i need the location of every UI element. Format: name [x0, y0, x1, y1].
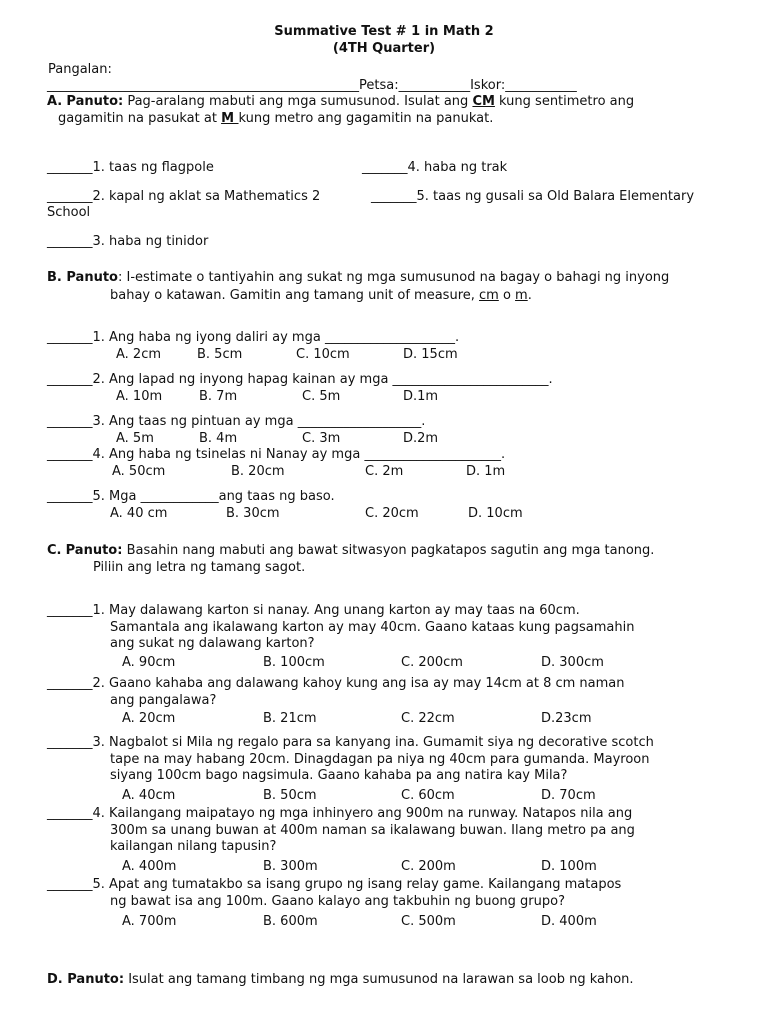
name-blank[interactable]: ________________________________________________ — [47, 78, 359, 93]
section-a-text-3: gagamitin na pasukat at — [58, 111, 222, 126]
choice-d: D. 10cm — [468, 506, 523, 521]
choice-b: B. 100cm — [263, 655, 325, 670]
section-c-instructions — [47, 543, 654, 558]
choice-d: D. 15cm — [403, 347, 458, 362]
question-text: 1. May dalawang karton si nanay. Ang unang karton ay may taas na 60cm. — [92, 603, 580, 618]
question-text: 2. Gaano kahaba ang dalawang kahoy kung ang isa ay may 14cm at 8 cm naman — [92, 676, 625, 691]
choice-c: C. 2m — [365, 464, 404, 479]
section-a-letter: A. — [47, 94, 63, 109]
section-b-instructions-line2 — [110, 288, 532, 303]
choice-a: A. 10m — [116, 389, 163, 404]
choice-b: B. 7m — [199, 389, 238, 404]
name-label: Pangalan: — [48, 62, 112, 77]
section-c-question-1 — [47, 603, 580, 618]
choice-c: C. 3m — [302, 431, 341, 446]
answer-blank[interactable]: _______ — [47, 189, 93, 204]
choice-a: A. 5m — [116, 431, 154, 446]
choice-d: D. 300cm — [541, 655, 604, 670]
section-c-question-2 — [47, 676, 625, 691]
choice-d: D.23cm — [541, 711, 592, 726]
choice-b: B. 20cm — [231, 464, 285, 479]
score-blank[interactable]: ___________ — [505, 78, 577, 93]
choice-c: C. 10cm — [296, 347, 350, 362]
answer-blank[interactable]: _______ — [47, 603, 93, 618]
cm-keyword: CM — [472, 94, 495, 109]
choice-b: B. 600m — [263, 914, 318, 929]
question-text: 5. Mga ____________ang taas ng baso. — [92, 489, 335, 504]
item-text: 2. kapal ng aklat sa Mathematics 2 — [92, 189, 321, 204]
question-text-continued: Samantala ang ikalawang karton ay may 40cm. Gaano kataas kung pagsamahin — [110, 619, 635, 635]
cm-unit: cm — [479, 288, 499, 303]
choice-d: D. 70cm — [541, 788, 596, 803]
answer-blank[interactable]: _______ — [47, 160, 93, 175]
section-b-question-5 — [47, 489, 335, 504]
section-d-label: D. Panuto: — [47, 972, 125, 987]
question-text: 3. Ang taas ng pintuan ay mga ___________________. — [92, 414, 426, 429]
answer-blank[interactable]: _______ — [47, 735, 93, 750]
section-a-item-5 — [371, 189, 694, 204]
choice-b: B. 30cm — [226, 506, 280, 521]
section-a-item-5-cont: School — [47, 205, 91, 220]
item-text: 1. taas ng flagpole — [92, 160, 214, 175]
item-text: 4. haba ng trak — [407, 160, 508, 175]
date-blank[interactable]: ___________ — [398, 78, 471, 93]
answer-blank[interactable]: _______ — [47, 330, 93, 345]
question-text: 4. Kailangang maipatayo ng mga inhinyero ang 900m na runway. Natapos nila ang — [92, 806, 633, 821]
section-c-instructions-line2: Piliin ang letra ng tamang sagot. — [93, 560, 306, 575]
choice-c: C. 200cm — [401, 655, 463, 670]
question-text: 4. Ang haba ng tsinelas ni Nanay ay mga _____________________. — [92, 447, 506, 462]
choice-b: B. 21cm — [263, 711, 317, 726]
choice-d: D.1m — [403, 389, 439, 404]
section-c-panuto: Panuto: — [65, 543, 123, 558]
choice-b: B. 4m — [199, 431, 238, 446]
item-text: 3. haba ng tinidor — [92, 234, 209, 249]
question-text: 3. Nagbalot si Mila ng regalo para sa kanyang ina. Gumamit siya ng decorative scotch — [92, 735, 654, 750]
choice-d: D. 100m — [541, 859, 597, 874]
question-text-continued: kailangan nilang tapusin? — [110, 839, 277, 854]
choice-d: D. 1m — [466, 464, 506, 479]
choice-b: B. 300m — [263, 859, 318, 874]
section-a-instructions-line2 — [58, 111, 493, 126]
or-word: o — [498, 288, 516, 303]
section-a-item-4 — [362, 160, 507, 175]
section-a-instructions — [47, 94, 634, 109]
answer-blank[interactable]: _______ — [47, 489, 93, 504]
answer-blank[interactable]: _______ — [371, 189, 417, 204]
date-label: Petsa: — [359, 78, 399, 93]
question-text-continued: tape na may habang 20cm. Dinagdagan pa niya ng 40cm para gumanda. Mayroon — [110, 751, 650, 767]
choice-b: B. 50cm — [263, 788, 317, 803]
question-text-continued: ang sukat ng dalawang karton? — [110, 636, 315, 651]
m-unit: m — [515, 288, 528, 303]
choice-d: D.2m — [403, 431, 439, 446]
choice-a: A. 40 cm — [110, 506, 168, 521]
question-text-continued: ng bawat isa ang 100m. Gaano kalayo ang takbuhin ng buong grupo? — [110, 893, 565, 909]
section-d-text: Isulat ang tamang timbang ng mga sumusunod na larawan sa loob ng kahon. — [124, 972, 634, 987]
section-a-panuto: Panuto: — [66, 94, 124, 109]
choice-a: A. 2cm — [116, 347, 162, 362]
quarter-subtitle: (4TH Quarter) — [332, 41, 436, 56]
answer-blank[interactable]: _______ — [47, 447, 93, 462]
question-text-continued: 300m sa unang buwan at 400m naman sa ikalawang buwan. Ilang metro pa ang — [110, 822, 635, 838]
section-a-text-4: kung metro ang gagamitin na panukat. — [238, 111, 494, 126]
answer-blank[interactable]: _______ — [47, 414, 93, 429]
section-b-label: B. Panuto — [47, 270, 118, 285]
section-a-text-2: kung sentimetro ang — [494, 94, 635, 109]
section-a-item-1 — [47, 160, 214, 175]
section-c-question-3 — [47, 735, 654, 750]
answer-blank[interactable]: _______ — [47, 234, 93, 249]
section-a-item-2 — [47, 189, 320, 204]
section-b-text-1: : I-estimate o tantiyahin ang sukat ng mga sumusunod na bagay o bahagi ng inyong — [117, 270, 670, 285]
score-label: Iskor: — [470, 78, 506, 93]
choice-a: A. 400m — [122, 859, 177, 874]
period: . — [527, 288, 532, 303]
choice-c: C. 200m — [401, 859, 456, 874]
choice-c: C. 500m — [401, 914, 456, 929]
question-text: 5. Apat ang tumatakbo sa isang grupo ng isang relay game. Kailangang matapos — [92, 877, 622, 892]
answer-blank[interactable]: _______ — [47, 372, 93, 387]
answer-blank[interactable]: _______ — [362, 160, 408, 175]
section-b-question-4 — [47, 447, 505, 462]
choice-c: C. 5m — [302, 389, 341, 404]
choice-d: D. 400m — [541, 914, 597, 929]
answer-blank[interactable]: _______ — [47, 806, 93, 821]
question-text-continued: siyang 100cm bago nagsimula. Gaano kahaba pa ang natira kay Mila? — [110, 768, 568, 783]
section-b-instructions — [47, 270, 669, 285]
question-text-continued: ang pangalawa? — [110, 692, 217, 708]
question-text: 1. Ang haba ng iyong daliri ay mga ____________________. — [92, 330, 460, 345]
section-d-instructions — [47, 972, 634, 987]
choice-c: C. 22cm — [401, 711, 455, 726]
choice-a: A. 40cm — [122, 788, 176, 803]
choice-b: B. 5cm — [197, 347, 243, 362]
section-a-text-1: Pag-aralang mabuti ang mga sumusunod. Isulat ang — [123, 94, 473, 109]
section-c-question-4 — [47, 806, 632, 821]
question-text: 2. Ang lapad ng inyong hapag kainan ay mga ________________________. — [92, 372, 553, 387]
item-text: 5. taas ng gusali sa Old Balara Elementary — [416, 189, 695, 204]
test-title: Summative Test # 1 in Math 2 — [274, 24, 494, 39]
section-c-text-1: Basahin nang mabuti ang bawat sitwasyon pagkatapos sagutin ang mga tanong. — [122, 543, 655, 558]
section-b-question-3 — [47, 414, 425, 429]
choice-a: A. 700m — [122, 914, 177, 929]
section-c-question-5 — [47, 877, 621, 892]
section-b-question-2 — [47, 372, 553, 387]
m-keyword: M — [221, 111, 239, 126]
choice-a: A. 90cm — [122, 655, 176, 670]
answer-blank[interactable]: _______ — [47, 877, 93, 892]
section-a-item-3 — [47, 234, 208, 249]
choice-c: C. 60cm — [401, 788, 455, 803]
choice-a: A. 20cm — [122, 711, 176, 726]
choice-a: A. 50cm — [112, 464, 166, 479]
name-date-score-row — [47, 78, 577, 93]
section-c-letter: C. — [47, 543, 62, 558]
section-b-text-2: bahay o katawan. Gamitin ang tamang unit of measure, — [110, 288, 480, 303]
section-b-question-1 — [47, 330, 459, 345]
choice-c: C. 20cm — [365, 506, 419, 521]
answer-blank[interactable]: _______ — [47, 676, 93, 691]
